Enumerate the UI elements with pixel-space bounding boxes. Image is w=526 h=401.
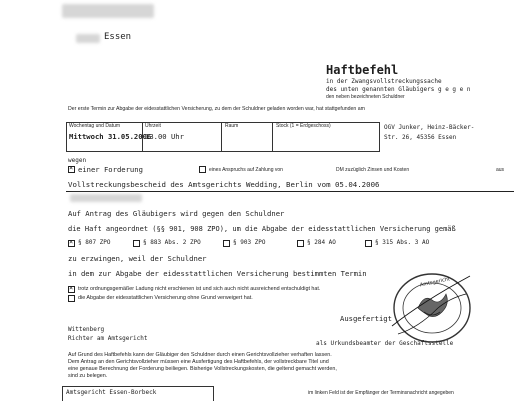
- para-903: § 903 ZPO: [233, 239, 266, 246]
- opt-anspruch: eines Anspruchs auf Zahlung von: [209, 167, 283, 173]
- checkbox-807[interactable]: [68, 240, 75, 247]
- opt-zinsen: DM zuzüglich Zinsen und Kosten: [336, 167, 410, 173]
- recipient-court: Amtsgericht Essen-Borbeck: [66, 389, 157, 396]
- urkundsbeamter-label: als Urkundsbeamter der Geschäftsstelle: [316, 340, 454, 347]
- para-284: § 284 AO: [307, 239, 336, 246]
- intro-line: Der erste Termin zur Abgabe der eidesstattlichen Versicherung, zu dem der Schuldner geladen worden war, hat stattgefunden am: [68, 106, 365, 112]
- vollstreckungsbescheid-line: Vollstreckungsbescheid des Amtsgerichts Wedding, Berlin vom 05.04.2006: [68, 180, 380, 189]
- recipient-note: im linken Feld ist der Empfänger der Terminsnachricht angegeben: [308, 390, 454, 396]
- checkbox-883[interactable]: [133, 240, 140, 247]
- document-title: Haftbefehl: [326, 63, 399, 77]
- redacted-header-line: [62, 4, 154, 18]
- ausgefertigt-label: Ausgefertigt: [340, 314, 392, 323]
- checkbox-verweigert[interactable]: [68, 295, 75, 302]
- court-seal-stamp: [384, 268, 478, 346]
- subtitle-2: des unten genannten Gläubigers g e g e n: [326, 86, 471, 93]
- checkbox-315[interactable]: [365, 240, 372, 247]
- termin-col1-label: Wochentag und Datum: [69, 123, 121, 129]
- signature-place: Wittenberg: [68, 326, 105, 333]
- court-city: Essen: [104, 32, 132, 42]
- termin-col3-label: Raum: [225, 123, 239, 129]
- reason-nicht-erschienen: trotz ordnungsgemäßer Ladung nicht erschienen ist und sich auch nicht ausreichend entschuldigt hat.: [78, 286, 321, 292]
- para-315: § 315 Abs. 3 AO: [375, 239, 430, 246]
- footer-line-4: sind zu belegen.: [68, 373, 108, 379]
- checkbox-forderung[interactable]: [68, 166, 75, 173]
- opt-forderung: einer Forderung: [78, 165, 143, 174]
- redacted-aktenzeichen: [70, 194, 142, 202]
- auftrag-line: Auf Antrag des Gläubigers wird gegen den Schuldner: [68, 209, 285, 218]
- signature-role: Richter am Amtsgericht: [68, 335, 148, 342]
- checkbox-nicht-erschienen[interactable]: [68, 286, 75, 293]
- redacted-court-prefix: [76, 34, 100, 43]
- para-807: § 807 ZPO: [78, 239, 111, 246]
- termin-line: in dem zur Abgabe der eidesstattlichen Versicherung bestimmten Termin: [68, 269, 367, 278]
- haft-line: die Haft angeordnet (§§ 901, 908 ZPO), um die Abgabe der eidesstattlichen Versicherung gemäß: [68, 225, 456, 233]
- footer-line-2: Dem Antrag an den Gerichtsvollzieher müssen eine Ausfertigung des Haftbefehls, der vollstreckbare Titel und: [68, 359, 329, 365]
- termin-date: Mittwoch 31.05.2006: [69, 132, 152, 141]
- footer-line-1: Auf Grund des Haftbefehls kann der Gläubiger den Schuldner durch einen Gerichtsvollzieher verhaften lassen.: [68, 352, 332, 358]
- reason-verweigert: die Abgabe der eidesstattlichen Versicherung ohne Grund verweigert hat.: [78, 295, 253, 301]
- subtitle-1: in der Zwangsvollstreckungssache: [326, 78, 442, 85]
- checkbox-284[interactable]: [297, 240, 304, 247]
- termin-col2-label: Uhrzeit: [145, 123, 161, 129]
- termin-time: 13.00 Uhr: [145, 132, 184, 141]
- stamp-text: Amtsgericht: [419, 276, 451, 289]
- termin-location-1: OGV Junker, Heinz-Bäcker-: [384, 124, 475, 131]
- checkbox-903[interactable]: [223, 240, 230, 247]
- footer-line-3: eine genaue Berechnung der Forderung beiliegen. Bisherige Vollstreckungskosten, die geltend gemacht werden,: [68, 366, 337, 372]
- wegen-label: wegen: [68, 157, 87, 164]
- erzwingen-line: zu erzwingen, weil der Schuldner: [68, 254, 207, 263]
- termin-location-2: Str. 26, 45356 Essen: [384, 134, 457, 141]
- termin-col4-label: Stock (1 = Erdgeschoss): [276, 123, 331, 129]
- checkbox-anspruch[interactable]: [199, 166, 206, 173]
- para-883: § 883 Abs. 2 ZPO: [143, 239, 201, 246]
- subtitle-3: den neben bezeichneten Schuldner: [326, 94, 405, 100]
- aus-label: aus: [496, 167, 505, 173]
